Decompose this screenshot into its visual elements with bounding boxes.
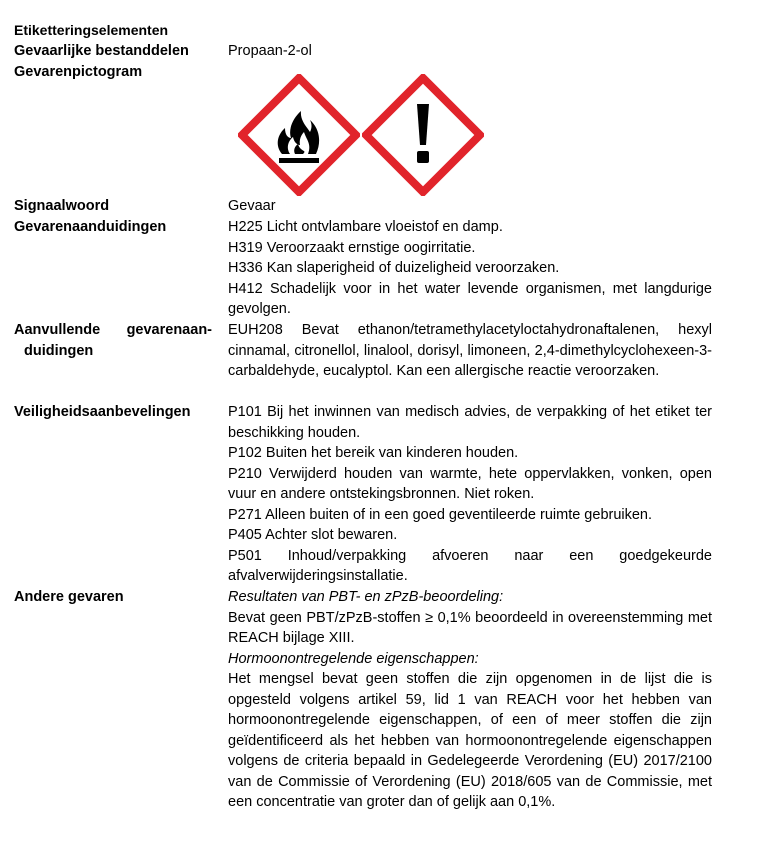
signal-word-text: Gevaar xyxy=(228,198,276,214)
hazardous-components-text: Propaan-2-ol xyxy=(228,43,312,59)
exclamation-pictogram-icon xyxy=(362,74,484,196)
precautionary-statement-p210: P210 Verwijderd houden van warmte, hete oppervlakken, vonken, open vuur en andere ontstekingsbronnen. Niet roken. xyxy=(228,465,712,502)
pbt-assessment-text: Bevat geen PBT/zPzB-stoffen ≥ 0,1% beoordeeld in overeenstemming met REACH bijlage XIII. xyxy=(228,609,712,646)
other-hazards-label: Andere gevaren xyxy=(14,589,124,605)
precautionary-statement-p102: P102 Buiten het bereik van kinderen houden. xyxy=(228,445,519,461)
precautionary-statements-list xyxy=(228,402,712,587)
hazard-statement-h336: H336 Kan slaperigheid of duizeligheid veroorzaken. xyxy=(228,260,560,276)
hazard-statement-h319: H319 Veroorzaakt ernstige oogirritatie. xyxy=(228,239,476,256)
pictogram-label: Gevarenpictogram xyxy=(14,64,143,80)
other-hazards-content xyxy=(228,587,712,813)
hazardous-components-label: Gevaarlijke bestanddelen xyxy=(14,43,189,59)
supplemental-hazard-label-line2: duidingen xyxy=(24,342,94,359)
section-title: Etiketteringselementen xyxy=(14,22,169,38)
signal-word-value xyxy=(228,196,712,217)
supplemental-hazard-value xyxy=(228,320,712,382)
supplemental-hazard-label xyxy=(14,320,212,361)
flame-pictogram-icon xyxy=(238,74,360,196)
signal-word-label: Signaalwoord xyxy=(14,198,110,214)
hazard-statement-h412: H412 Schadelijk voor in het water levende organismen, met langdurige gevolgen. xyxy=(228,280,712,317)
hazardous-components-value xyxy=(228,41,712,62)
precautionary-statement-p271: P271 Alleen buiten of in een goed geventileerde ruimte gebruiken. xyxy=(228,506,653,523)
hazard-statement-h225: H225 Licht ontvlambare vloeistof en damp. xyxy=(228,219,503,235)
pbt-assessment-heading: Resultaten van PBT- en zPzB-beoordeling: xyxy=(228,589,504,605)
precautionary-statement-p501: P501 Inhoud/verpakking afvoeren naar een goedgekeurde afvalverwijderingsinstallatie. xyxy=(228,547,712,584)
hazard-statements-label: Gevarenaanduidingen xyxy=(14,219,167,235)
supplemental-hazard-label-line1: Aanvullende gevarenaan- xyxy=(14,322,212,338)
hazard-statements-list xyxy=(228,217,712,320)
supplemental-hazard-euh208: EUH208 Bevat ethanon/tetramethylacetyloctahydronaftalenen, hexyl cinnamal, citronellol, linalool, dorisyl, limoneen, 2,4-dimethylcyclohexeen-3-carbaldehyde, eucalyptol. Kan een allergische reactie veroorzaken. xyxy=(228,322,712,379)
precautionary-statements-label: Veiligheidsaanbevelingen xyxy=(14,404,191,420)
precautionary-statement-p101: P101 Bij het inwinnen van medisch advies, de verpakking of het etiket ter beschikking houden. xyxy=(228,404,712,441)
endocrine-properties-text: Het mengsel bevat geen stoffen die zijn opgenomen in de lijst die is opgesteld volgens artikel 59, lid 1 van REACH voor het hebben van hormoonontregelende eigenschappen, of een of meer stoffen die zijn geïdentificeerd als het hebben van hormoonontregelende eigenschappen volgens de criteria bepaald in Gedelegeerde Verordening (EU) 2017/2100 van de Commissie of Verordening (EU) 2018/605 van de Commissie, met een concentratie van groter dan of gelijk aan 0,1%. xyxy=(228,671,712,810)
endocrine-properties-heading: Hormoonontregelende eigenschappen: xyxy=(228,650,479,667)
precautionary-statement-p405: P405 Achter slot bewaren. xyxy=(228,527,398,543)
